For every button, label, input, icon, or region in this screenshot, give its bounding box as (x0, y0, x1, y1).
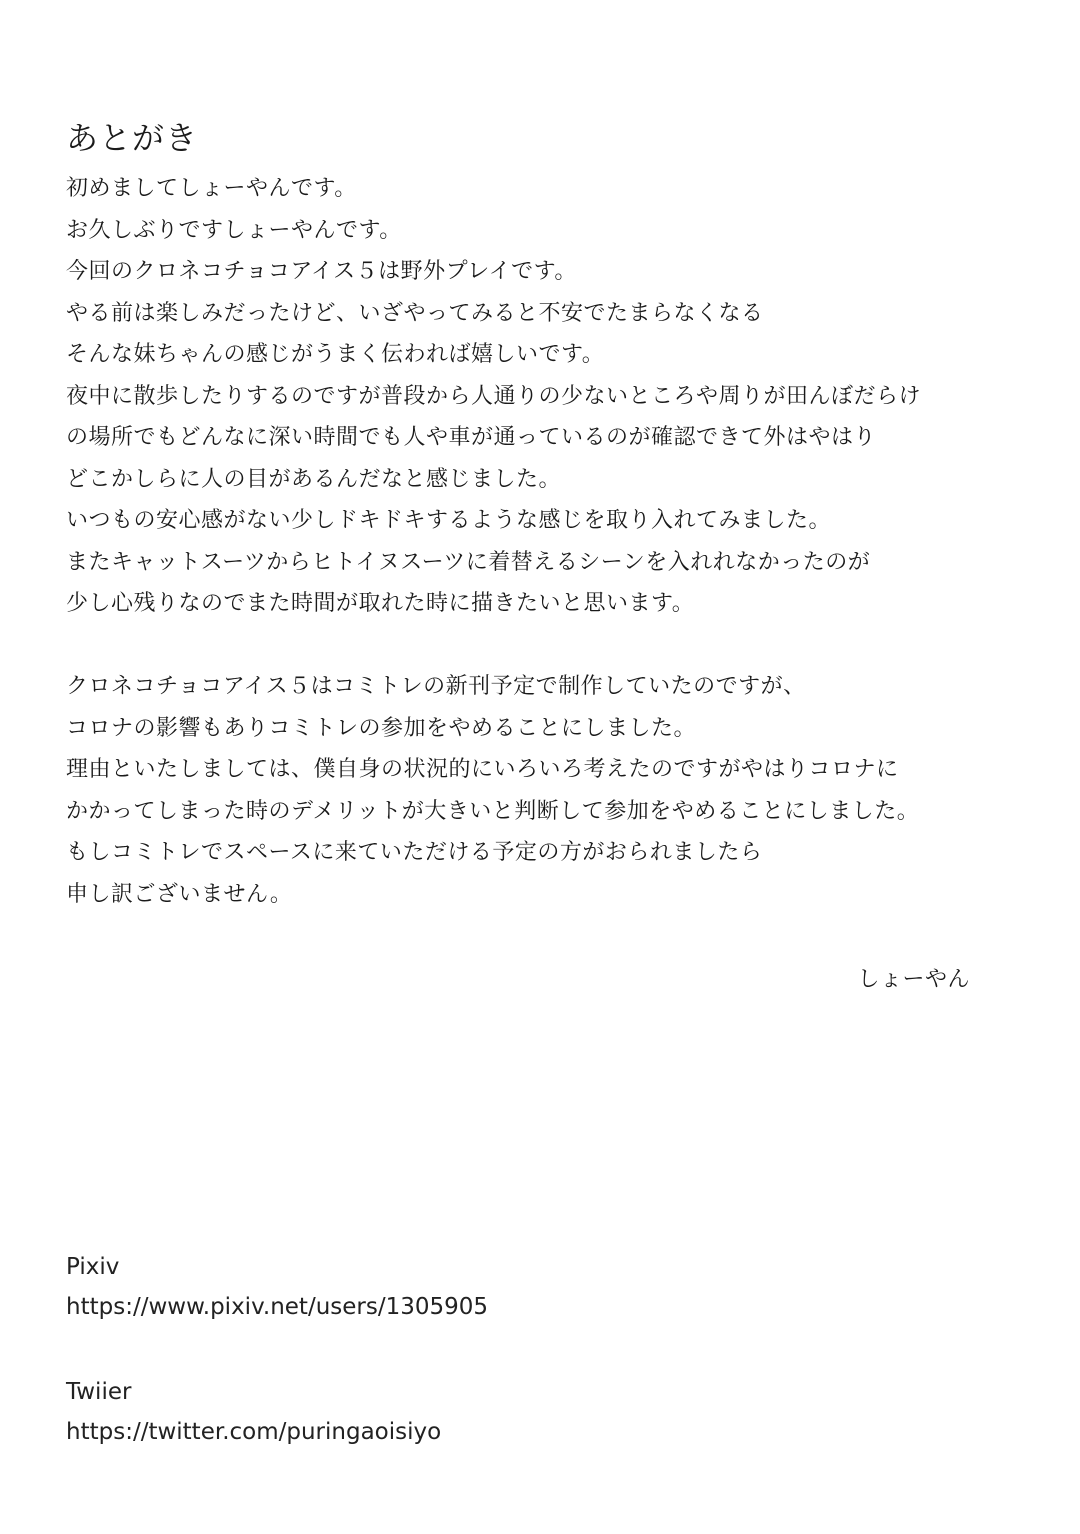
author-signature: しょーやん (857, 967, 970, 992)
text-line: やる前は楽しみだったけど、いざやってみると不安でたまらなくなる (66, 300, 764, 326)
text-line: またキャットスーツからヒトイヌスーツに着替えるシーンを入れれなかったのが (66, 549, 871, 575)
text-line: もしコミトレでスペースに来ていただける予定の方がおられましたら (66, 840, 763, 865)
text-line: 初めましてしょーやんです。 (66, 176, 357, 201)
text-line: コロナの影響もありコミトレの参加をやめることにしました。 (66, 715, 697, 741)
afterword-paragraph-2 (66, 666, 919, 915)
text-line: クロネコチョコアイス５はコミトレの新刊予定で制作していたのですが、 (66, 674, 806, 699)
text-line: 今回のクロネコチョコアイス５は野外プレイです。 (66, 259, 577, 284)
text-line: 申し訳ございません。 (66, 881, 293, 907)
text-line: かかってしまった時のデメリットが大きいと判断して参加をやめることにしました。 (66, 798, 920, 824)
pixiv-link-block (66, 1247, 488, 1327)
text-line: 夜中に散歩したりするのですが普段から人通りの少ないところや周りが田んぼだらけ (66, 383, 922, 409)
text-line: 理由といたしましては、僕自身の状況的にいろいろ考えたのですがやはりコロナに (66, 757, 899, 782)
afterword-paragraph-1 (66, 168, 921, 625)
pixiv-url[interactable]: https://www.pixiv.net/users/1305905 (66, 1294, 489, 1320)
text-line: どこかしらに人の目があるんだなと感じました。 (66, 466, 562, 492)
text-line: の場所でもどんなに深い時間でも人や車が通っているのが確認できて外はやはり (66, 425, 877, 450)
page-title: あとがき (66, 119, 199, 157)
twitter-label: Twiier (66, 1379, 132, 1405)
text-line: 少し心残りなのでまた時間が取れた時に描きたいと思います。 (66, 591, 695, 616)
pixiv-label: Pixiv (66, 1254, 120, 1280)
text-line: お久しぶりですしょーやんです。 (66, 217, 402, 243)
twitter-url[interactable]: https://twitter.com/puringaoisiyo (66, 1419, 442, 1445)
text-line: いつもの安心感がない少しドキドキするような感じを取り入れてみました。 (66, 508, 832, 533)
twitter-link-block (66, 1372, 441, 1452)
text-line: そんな妹ちゃんの感じがうまく伝われば嬉しいです。 (66, 342, 605, 367)
